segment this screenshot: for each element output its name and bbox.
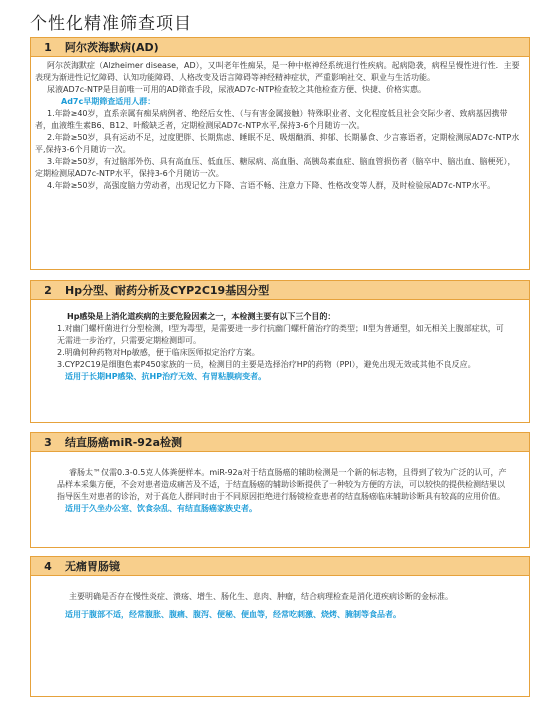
- section-header: [31, 281, 529, 300]
- page-title: 个性化精准筛查项目: [30, 14, 192, 34]
- section-endoscopy: [30, 556, 530, 697]
- hp-item-1: 1.对幽门螺杆菌进行分型检测，I型为毒型，是需要进一步行抗幽门螺杆菌治疗的类型；II型为普通型，如无相关上腹部症状，可无需进一步治疗，只需要定期检测即可。: [57, 324, 504, 345]
- section-title: 阿尔茨海默病(AD): [65, 41, 159, 54]
- section-header: [31, 433, 529, 452]
- ad-crowd-item-4: 4.年龄≥50岁，高强度脑力劳动者，出现记忆力下降、言语不畅、注意力下降、性格改变等人群，及时检验尿AD7c-NTP水平。: [47, 181, 496, 190]
- section-number: 3: [44, 435, 52, 449]
- section-title: Hp分型、耐药分析及CYP2C19基因分型: [65, 284, 270, 297]
- section-alzheimer: [30, 37, 530, 270]
- section-header: [31, 38, 529, 57]
- ad-crowd-item-3: 3.年龄≥50岁，有过脑部外伤、具有高血压、低血压、糖尿病、高血脂、高胰岛素血症、脑血管损伤者（脑卒中、脑出血、脑梗死），定期检测尿AD7c-NTP水平，保持3-6个月随访一次。: [35, 157, 516, 178]
- section-title: 无痛胃肠镜: [65, 560, 120, 573]
- hp-item-2: 2.明确何种药物对Hp敏感，便于临床医师拟定治疗方案。: [57, 348, 260, 357]
- colorectal-crowd: 适用于久坐办公室、饮食杂乱、有结直肠癌家族史者。: [65, 504, 257, 513]
- hp-lead: Hp感染是上消化道疾病的主要危险因素之一，本检测主要有以下三个目的：: [67, 312, 336, 321]
- ad-crowd-title: Ad7c早期筛查适用人群：: [61, 97, 156, 106]
- section-number: 2: [44, 283, 52, 297]
- section-number: 4: [44, 559, 52, 573]
- hp-crowd: 适用于长期HP感染、抗HP治疗无效、有胃粘膜病变者。: [65, 372, 267, 381]
- endoscopy-crowd: 适用于腹部不适，经常腹胀、腹痛、腹泻、便秘、便血等，经常吃刺激、烧烤、腌制等食品者。: [65, 610, 401, 619]
- section-colorectal: [30, 432, 530, 548]
- ad-crowd-item-1: 1.年龄≥40岁，直系亲属有痴呆病例者、绝经后女性、（与有害金属接触）特殊职业者、文化程度低且社会交际少者、致病基因携带者，血液维生素B6、B12、叶酸缺乏者，定期检测尿AD7c-NTP水平,保持3-6个月随访一次。: [35, 109, 508, 130]
- section-hp: [30, 280, 530, 423]
- section-number: 1: [44, 40, 52, 54]
- ad-crowd-item-2: 2.年龄≥50岁，具有运动不足，过度肥胖、长期焦虑、睡眠不足、吸烟酗酒、抑郁、长期暴食、少言寡语者，定期检测尿AD7c-NTP水平,保持3-6个月随访一次。: [35, 133, 520, 154]
- section-title: 结直肠癌miR-92a检测: [65, 436, 182, 449]
- colorectal-desc: 睿肠太™仅需0.3-0.5克人体粪便样本。miR-92a对于结直肠癌的辅助检测是一个新的标志物，且得到了较为广泛的认可，产品样本采集方便，不会对患者造成痛苦及不适，于结直肠癌的辅助诊断提供了一种较为方便的方法，可以较快的提供检测结果以指导医生对患者的诊治，对于高危人群同时由于不同原因拒绝进行肠镜检查患者的结直肠癌临床辅助诊断具有较高的应用价值。: [57, 468, 507, 501]
- ad-screening-note: 尿液AD7c-NTP是目前唯一可用的AD筛查手段，尿液AD7c-NTP检查较之其他检查方便、快捷、价格实惠。: [47, 85, 427, 94]
- endoscopy-desc: 主要明确是否存在慢性炎症、溃疡、增生、肠化生、息肉、肿瘤，结合病理检查是消化道疾病诊断的金标准。: [69, 592, 453, 601]
- section-header: [31, 557, 529, 576]
- ad-intro: 阿尔茨海默症（Alzheimer disease，AD），又叫老年性痴呆，是一种中枢神经系统退行性疾病。起病隐袭，病程呈慢性进行性．主要表现为渐进性记忆障碍、认知功能障碍、人格改变及语言障碍等神经精神症状，严重影响社交、职业与生活功能。: [35, 61, 520, 82]
- hp-item-3: 3.CYP2C19是细胞色素P450家族的一员，检测目的主要是选择治疗HP的药物（PPI），避免出现无效或其他不良反应。: [57, 360, 476, 369]
